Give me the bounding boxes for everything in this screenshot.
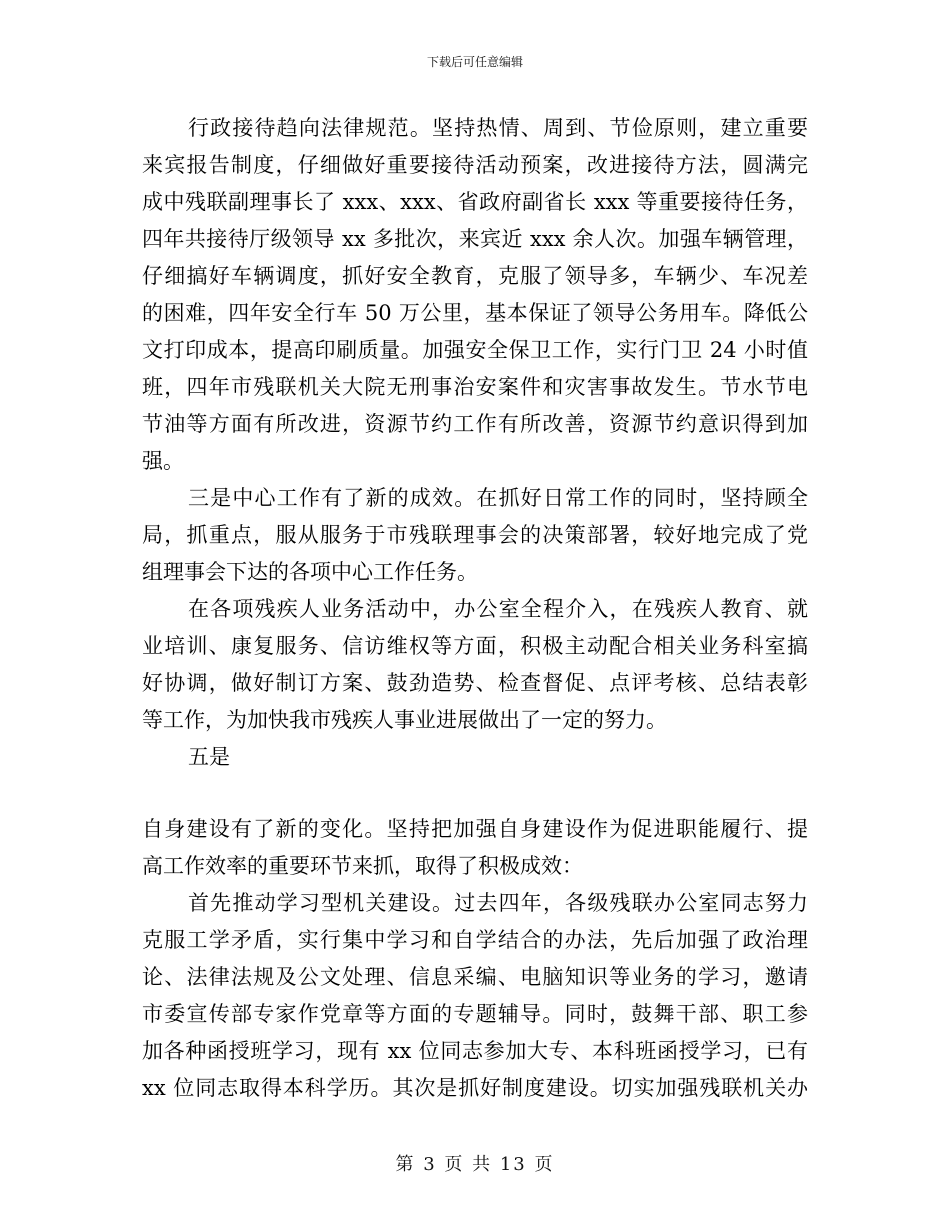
paragraph — [142, 110, 808, 480]
paragraph-gap — [142, 776, 808, 811]
paragraph — [142, 480, 808, 591]
text-line: 首先推动学习型机关建设。过去四年，各级残联办公室同志努力 — [188, 891, 808, 915]
text-line: 成中残联副理事长了 xxx、xxx、省政府副省长 xxx 等重要接待任务， — [142, 190, 808, 214]
text-line: 论、法律法规及公文处理、信息采编、电脑知识等业务的学习，邀请 — [142, 965, 808, 989]
text-line: 三是中心工作有了新的成效。在抓好日常工作的同时，坚持顾全 — [188, 486, 808, 510]
text-line: 市委宣传部专家作党章等方面的专题辅导。同时，鼓舞干部、职工参 — [142, 1002, 808, 1026]
text-line: xx 位同志取得本科学历。其次是抓好制度建设。切实加强残联机关办 — [142, 1076, 808, 1100]
text-line: 等工作，为加快我市残疾人事业进展做出了一定的努力。 — [142, 708, 667, 732]
text-line: 高工作效率的重要环节来抓，取得了积极成效： — [142, 854, 583, 878]
text-line: 的困难，四年安全行车 50 万公里，基本保证了领导公务用车。降低公 — [142, 301, 808, 325]
text-line: 业培训、康复服务、信访维权等方面，积极主动配合相关业务科室搞 — [142, 634, 808, 658]
paragraph — [142, 885, 808, 1107]
text-line: 强。 — [142, 449, 184, 473]
paragraph — [142, 811, 808, 885]
text-line: 加各种函授班学习，现有 xx 位同志参加大专、本科班函授学习，已有 — [142, 1039, 808, 1063]
text-line: 仔细搞好车辆调度，抓好安全教育，克服了领导多，车辆少、车况差 — [142, 264, 808, 288]
page-header-note: 下载后可任意编辑 — [426, 55, 523, 69]
text-line: 来宾报告制度，仔细做好重要接待活动预案，改进接待方法，圆满完 — [142, 153, 808, 177]
text-line: 好协调，做好制订方案、鼓劲造势、检查督促、点评考核、总结表彰 — [142, 671, 808, 695]
text-line: 克服工学矛盾，实行集中学习和自学结合的办法，先后加强了政治理 — [142, 928, 808, 952]
text-line: 自身建设有了新的变化。坚持把加强自身建设作为促进职能履行、提 — [142, 817, 808, 841]
page-number-footer: 第 3 页 共 13 页 — [395, 1154, 555, 1175]
text-line: 文打印成本，提高印刷质量。加强安全保卫工作，实行门卫 24 小时值 — [142, 338, 808, 362]
text-line: 局，抓重点，服从服务于市残联理事会的决策部署，较好地完成了党 — [142, 523, 808, 547]
document-body — [142, 110, 808, 1107]
paragraph — [142, 739, 808, 776]
paragraph — [142, 591, 808, 739]
text-line: 在各项残疾人业务活动中，办公室全程介入，在残疾人教育、就 — [188, 597, 808, 621]
text-line: 组理事会下达的各项中心工作任务。 — [142, 560, 478, 584]
text-line: 班，四年市残联机关大院无刑事治安案件和灾害事故发生。节水节电 — [142, 375, 808, 399]
text-line: 行政接待趋向法律规范。坚持热情、周到、节俭原则，建立重要 — [188, 116, 808, 140]
text-line: 节油等方面有所改进，资源节约工作有所改善，资源节约意识得到加 — [142, 412, 808, 436]
text-line: 五是 — [188, 745, 230, 769]
text-line: 四年共接待厅级领导 xx 多批次，来宾近 xxx 余人次。加强车辆管理， — [142, 227, 808, 251]
